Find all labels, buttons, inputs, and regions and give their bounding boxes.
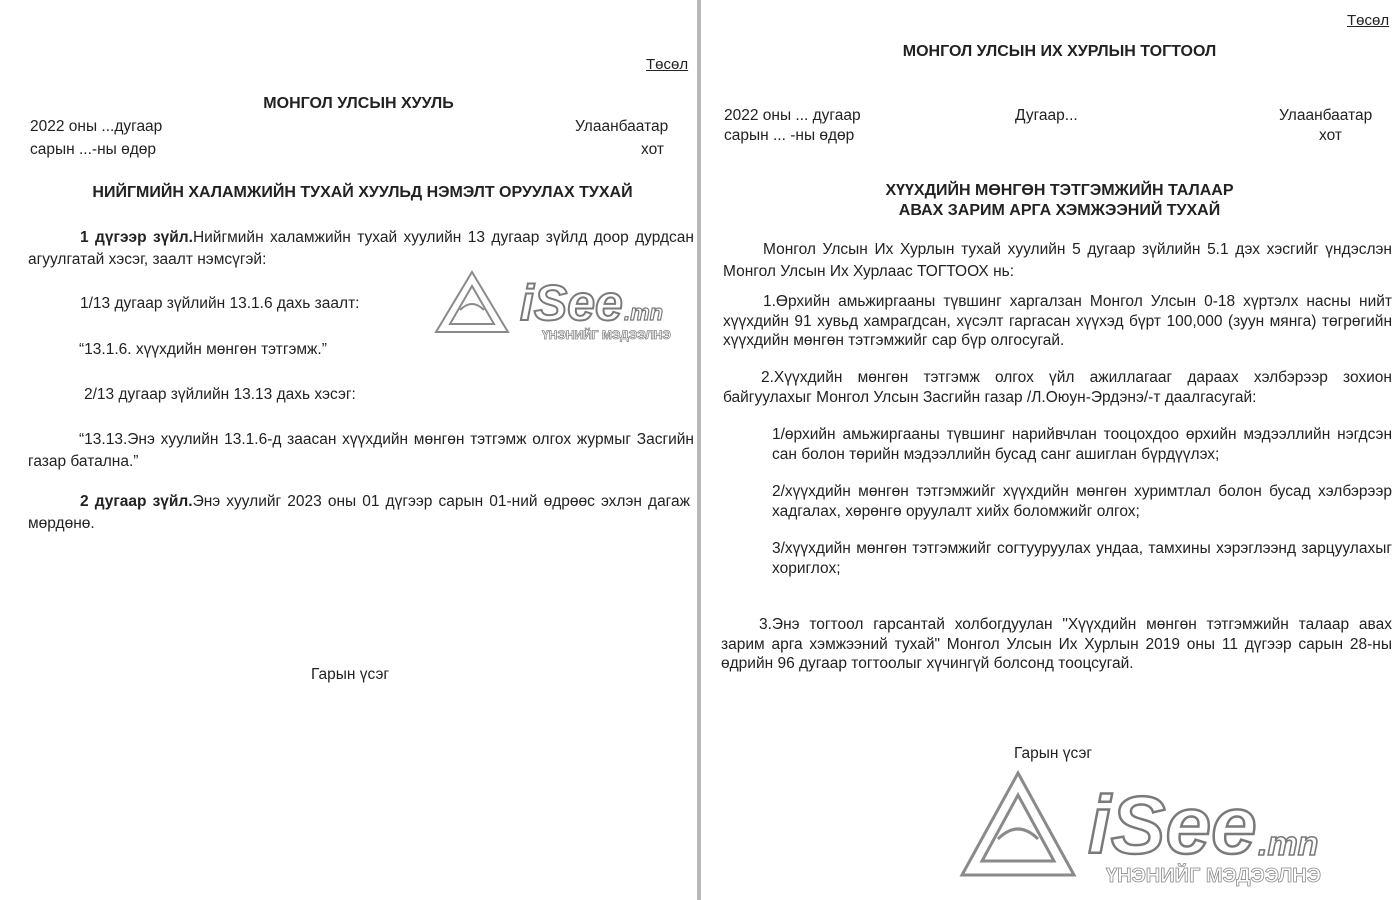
resolution-header-title: МОНГОЛ УЛСЫН ИХ ХУРЛЫН ТОГТООЛ: [902, 43, 1217, 60]
date-line-1: 2022 оны ...дугаар: [30, 118, 163, 135]
sub-point-3: 3/хүүхдийн мөнгөн тэтгэмжийг согтууруулах ундаа, тамхины хэрэглээнд зарцуулахыг хориглох;: [772, 540, 1392, 577]
article-2: [28, 491, 690, 535]
draft-label: Төсөл: [646, 56, 689, 73]
resolution-number: Дугаар...: [1015, 107, 1078, 124]
watermark-logo: [432, 262, 682, 347]
item-1: 1/13 дугаар зүйлийн 13.1.6 дахь заалт:: [80, 295, 360, 312]
point-3: 3.Энэ тогтоол гарсантай холбогдуулан "Хүүхдийн мөнгөн тэтгэмжийн талаар авах зарим арга хэмжээний тухай" Монгол Улсын Их Хурлын 2019 оны 11 дүгээр сарын 28-ны өдрийн 96 дугаар тогтоолыг хүчингүй болсонд тооцсугай.: [721, 616, 1392, 672]
watermark-domain: .mn: [1258, 825, 1319, 863]
item-2-quote: “13.13.Энэ хуулийн 13.1.6-д заасан хүүхдийн мөнгөн тэтгэмж олгох журмыг Засгийн газар батална.”: [28, 431, 694, 470]
sub-point-2: 2/хүүхдийн мөнгөн тэтгэмжийг хүүхдийн мөнгөн хуримтлал болон бусад хэлбэрээр хадгалах, хөрөнгө оруулалт хийх боломжийг олгох;: [772, 483, 1392, 520]
article-1: [28, 227, 694, 271]
sub-point-1: 1/өрхийн амьжиргааны түвшинг нарийвчлан тооцохдоо өрхийн мэдээллийн нэгдсэн сан болон төрийн мэдээллийн бусад санг ашиглан бүрдүүлэх;: [772, 426, 1392, 463]
intro-paragraph: Монгол Улсын Их Хурлын тухай хуулийн 5 дугаар зүйлийн 5.1 дэх хэсгийг үндэслэн Монгол Улсын Их Хурлаас ТОГТООХ нь:: [723, 241, 1392, 280]
watermark-slogan: ҮНЭНИЙГ МЭДЭЭЛНЭ: [542, 328, 671, 342]
article-1-text: Нийгмийн халамжийн тухай хуулийн 13 дугаар зүйлд доор дурдсан агуулгатай хэсэг, заалт нэмсүгэй:: [28, 229, 694, 268]
date-line-2: сарын ... -ны өдөр: [724, 127, 855, 144]
watermark-triangle-icon: [436, 272, 508, 332]
article-2-label: 2 дугаар зүйл.: [80, 493, 193, 510]
watermark-domain: .mn: [624, 300, 664, 325]
right-document-page: [701, 0, 1400, 900]
city-line-2: хот: [641, 141, 664, 158]
resolution-title-line-2: АВАХ ЗАРИМ АРГА ХЭМЖЭЭНИЙ ТУХАЙ: [898, 202, 1221, 219]
point-1: 1.Өрхийн амьжиргааны түвшинг харгалзан Монгол Улсын 0-18 хүртэлх насны нийт хүүхдийн 91 хувьд хамрагдсан, хүсэлт гаргасан хүүхэд бүрт 100,000 (зуун мянга) төгрөгийн хүүхдийн мөнгөн тэтгэмжийг сар бүр олгосугай.: [723, 293, 1392, 349]
draft-label: Төсөл: [1347, 12, 1390, 29]
watermark-brand: iSee: [1088, 780, 1257, 871]
date-line-2: сарын ...-ны өдөр: [30, 141, 156, 158]
item-1-quote: “13.1.6. хүүхдийн мөнгөн тэтгэмж.”: [79, 341, 327, 358]
city-line-1: Улаанбаатар: [1279, 107, 1373, 124]
law-title: НИЙГМИЙН ХАЛАМЖИЙН ТУХАЙ ХУУЛЬД НЭМЭЛТ ОРУУЛАХ ТУХАЙ: [92, 184, 633, 201]
watermark-logo: [956, 765, 1376, 895]
watermark-slogan: ҮНЭНИЙГ МЭДЭЭЛНЭ: [1106, 865, 1321, 887]
resolution-title-line-1: ХҮҮХДИЙН МӨНГӨН ТЭТГЭМЖИЙН ТАЛААР: [885, 182, 1234, 199]
left-document-page: [0, 0, 697, 900]
signature-label: Гарын үсэг: [311, 666, 390, 683]
city-line-2: хот: [1319, 127, 1342, 144]
law-header-title: МОНГОЛ УЛСЫН ХУУЛЬ: [263, 95, 454, 112]
watermark-triangle-icon: [962, 773, 1074, 875]
article-2-text: Энэ хуулийг 2023 оны 01 дүгээр сарын 01-ний өдрөөс эхлэн дагаж мөрдөнө.: [28, 493, 690, 532]
date-line-1: 2022 оны ... дугаар: [724, 107, 861, 124]
watermark-brand: iSee: [520, 275, 623, 331]
point-2: 2.Хүүхдийн мөнгөн тэтгэмж олгох үйл ажиллагааг дараах хэлбэрээр зохион байгуулахыг Монгол Улсын Засгийн газар /Л.Оюун-Эрдэнэ/-т даалгасугай:: [723, 369, 1392, 406]
item-2: 2/13 дугаар зүйлийн 13.13 дахь хэсэг:: [84, 386, 356, 403]
article-1-label: 1 дүгээр зүйл.: [80, 229, 193, 246]
city-line-1: Улаанбаатар: [575, 118, 669, 135]
signature-label: Гарын үсэг: [1014, 745, 1093, 762]
